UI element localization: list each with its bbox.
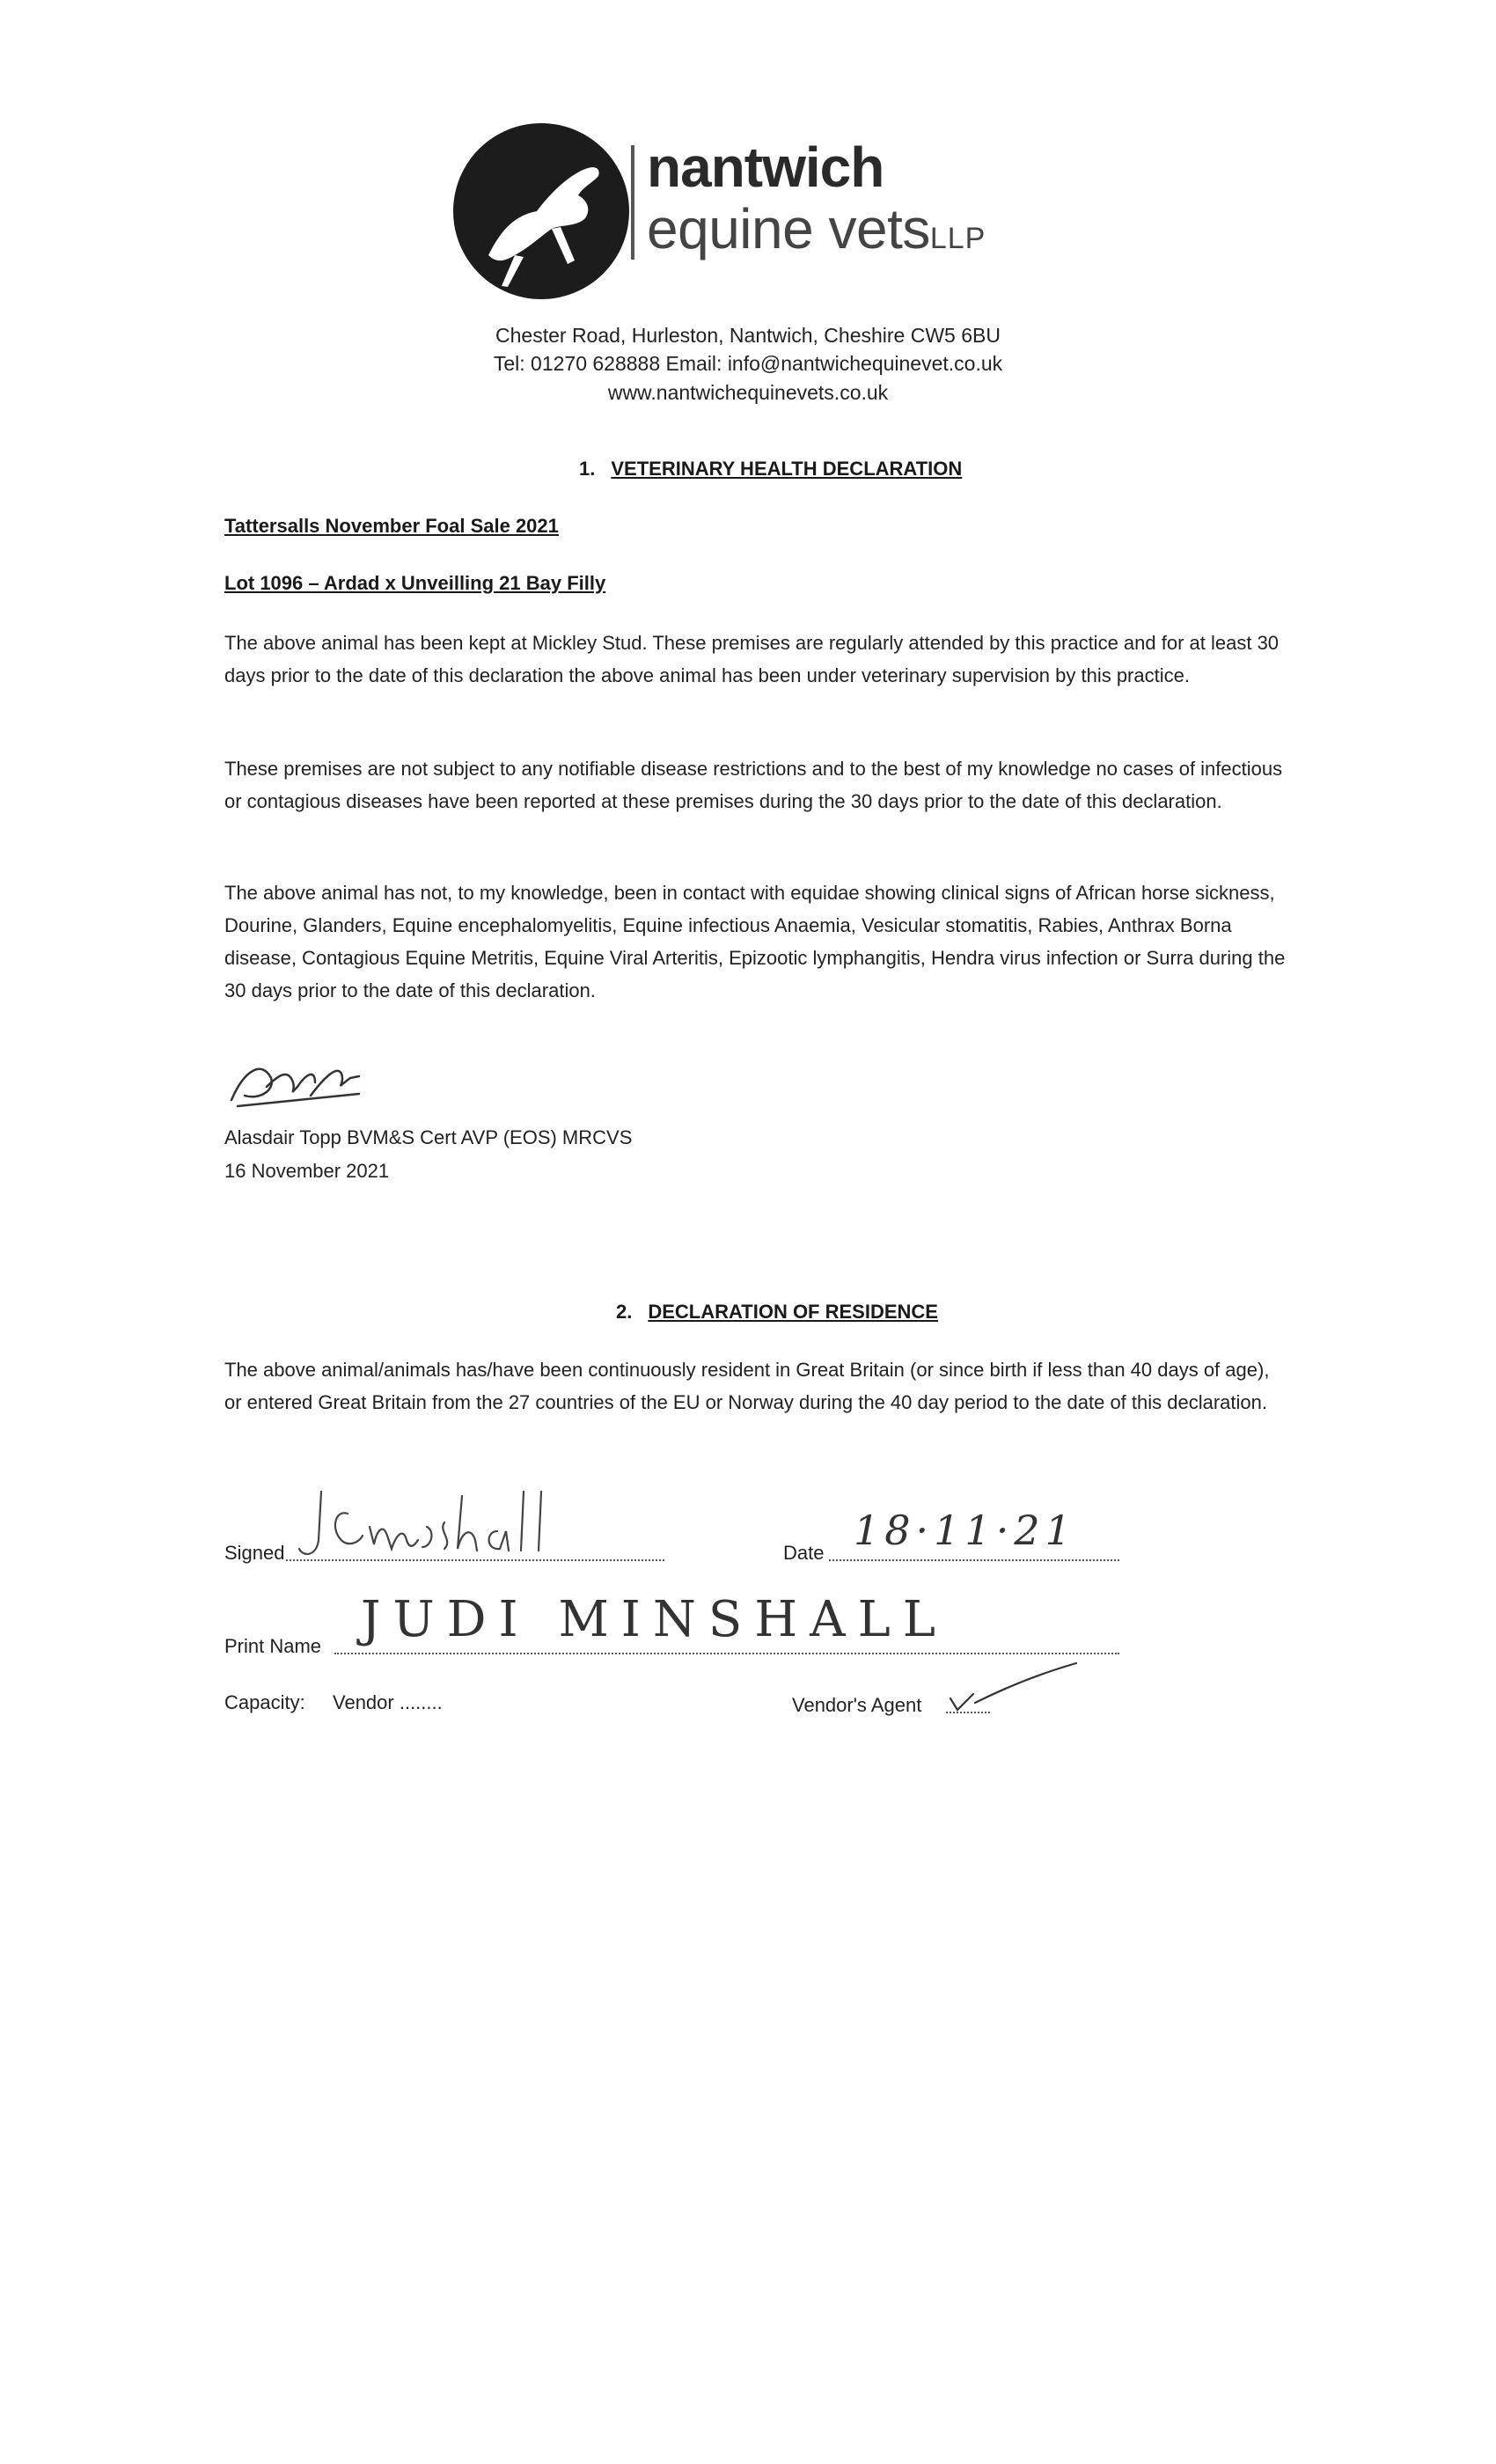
paragraph-kept-at: The above animal has been kept at Mickley Stud. These premises are regularly attended by this practice and for at least 30 days prior to the date of this declaration the above animal has been under veterinary supervision by this practice. (224, 632, 1280, 686)
print-name-label: Print Name (224, 1635, 322, 1657)
date-label: Date (783, 1542, 825, 1564)
section2-title: DECLARATION OF RESIDENCE (648, 1301, 938, 1323)
section2-heading (616, 1301, 938, 1324)
logo-subtitle-text: equine vets (647, 197, 930, 260)
horse-logo-icon (453, 123, 629, 299)
paragraph-no-contact: The above animal has not, to my knowledge, been in contact with equidae showing clinical signs of African horse sickness, Dourine, Glanders, Equine encephalomyelitis, Equine infectious Anaemia, Vesicular stomatitis, Rabies, Anthrax Borna disease, Contagious Equine Metritis, Equine Viral Arteritis, Epizootic lymphangitis, Hendra virus infection or Surra during the 30 days prior to the date of this declaration. (224, 882, 1286, 1001)
vendor-signature (282, 1487, 660, 1566)
section1-title: VETERINARY HEALTH DECLARATION (611, 458, 963, 480)
print-name-handwritten: JUDI MINSHALL (361, 1591, 948, 1648)
capacity-vendor: Vendor ........ (333, 1691, 443, 1713)
signed-label: Signed (224, 1542, 285, 1564)
section2-number: 2. (616, 1301, 633, 1323)
date-line (829, 1559, 1119, 1561)
section1-heading (579, 458, 962, 480)
address-line: Chester Road, Hurleston, Nantwich, Cheshire CW5 6BU (495, 324, 1001, 347)
section1-number: 1. (579, 458, 596, 480)
logo-divider (631, 145, 634, 260)
date-handwritten: 18·11·21 (854, 1507, 1076, 1554)
contact-line: Tel: 01270 628888 Email: info@nantwichequinevet.co.uk (493, 352, 1003, 375)
sale-title: Tattersalls November Foal Sale 2021 (224, 515, 559, 537)
capacity-label: Capacity: (224, 1691, 305, 1713)
vet-sign-date: 16 November 2021 (224, 1160, 390, 1182)
vendors-agent-line (946, 1712, 990, 1713)
logo-subtitle (647, 197, 986, 260)
vendors-agent-label: Vendor's Agent (792, 1694, 922, 1716)
logo-wordmark: nantwich (647, 136, 884, 199)
vet-signature (227, 1052, 368, 1113)
paragraph-residence: The above animal/animals has/have been continuously resident in Great Britain (or since birth if less than 40 days of age), or entered Great Britain from the 27 countries of the EU or Norway during the 40 day period to the date of this declaration. (224, 1359, 1270, 1413)
vet-name: Alasdair Topp BVM&S Cert AVP (EOS) MRCVS (224, 1126, 633, 1148)
paragraph-no-restrictions: These premises are not subject to any notifiable disease restrictions and to the best of my knowledge no cases of infectious or contagious diseases have been reported at these premises during the 30 days prior to the date of this declaration. (224, 758, 1283, 812)
print-name-line (334, 1653, 1119, 1654)
lot-title: Lot 1096 – Ardad x Unveilling 21 Bay Filly (224, 572, 606, 594)
website-line: www.nantwichequinevets.co.uk (607, 381, 889, 404)
logo-llp: LLP (929, 222, 986, 255)
